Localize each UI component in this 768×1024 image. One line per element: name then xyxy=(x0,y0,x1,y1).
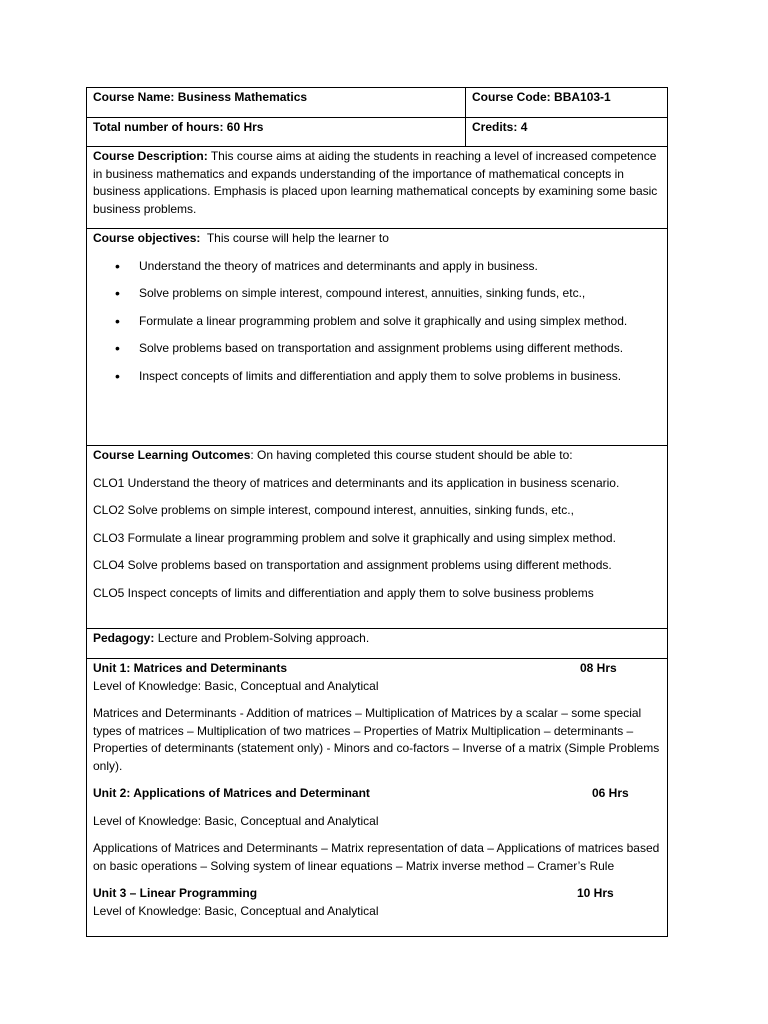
course-code-label: Course Code: xyxy=(472,90,551,104)
objective-item xyxy=(93,313,661,331)
pedagogy-text: Lecture and Problem-Solving approach. xyxy=(157,631,370,645)
hours-label: Total number of hours: xyxy=(93,120,224,134)
outcome-item: CLO1 Understand the theory of matrices and determinants and its application in business scenario. xyxy=(93,475,620,490)
objective-text: Understand the theory of matrices and determinants and apply in business. xyxy=(139,258,538,273)
outcomes-label: Course Learning Outcomes xyxy=(93,448,251,462)
bullet-icon: • xyxy=(115,285,120,301)
bullet-icon: • xyxy=(115,312,120,329)
unit-content: Matrices and Determinants - Addition of matrices – Multiplication of Matrices by a scalar – some special types of matrices – Multiplication of two matrices – Properties of Matrix Multiplication – determinants –Properties of determinants (statement only) - Minors and co-factors – Inverse of a matrix (Simple Problems only). xyxy=(93,706,660,773)
description-text: This course aims at aiding the students in reaching a level of increased competence in business mathematics and expands understanding of the importance of mathematical concepts in business applications. Emphasis is placed upon learning mathematical concepts by examining some basic business problems. xyxy=(93,149,658,216)
objectives-list xyxy=(93,258,661,386)
outcomes-row xyxy=(87,446,667,629)
outcomes-intro: : On having completed this course student should be able to: xyxy=(250,448,573,462)
pedagogy-cell xyxy=(87,629,667,658)
hours-row xyxy=(87,118,667,147)
unit-title: Unit 3 – Linear Programming xyxy=(93,886,258,900)
unit-heading xyxy=(93,885,661,903)
course-name-label: Course Name: xyxy=(93,90,175,104)
outcomes-cell xyxy=(87,446,667,628)
credits-value: 4 xyxy=(520,120,528,134)
objective-text: Inspect concepts of limits and differentiation and apply them to solve problems in business. xyxy=(139,368,622,383)
units-cell xyxy=(87,659,667,936)
objectives-label: Course objectives: xyxy=(93,231,201,245)
bullet-icon: • xyxy=(115,367,120,384)
outcome-item: CLO4 Solve problems based on transportation and assignment problems using different methods. xyxy=(93,558,612,572)
objective-item xyxy=(93,340,661,358)
credits-cell xyxy=(466,118,667,146)
description-cell xyxy=(87,147,667,228)
course-table xyxy=(86,87,668,937)
unit-heading xyxy=(93,660,661,678)
objective-text: Solve problems based on transportation and assignment problems using different methods. xyxy=(139,341,624,355)
unit-hours: 10 Hrs xyxy=(577,886,614,900)
bullet-icon: • xyxy=(115,257,120,274)
outcome-item: CLO5 Inspect concepts of limits and differentiation and apply them to solve business problems xyxy=(93,585,594,600)
bullet-icon: • xyxy=(115,340,120,356)
pedagogy-label: Pedagogy: xyxy=(93,631,155,645)
unit-level: Level of Knowledge: Basic, Conceptual and Analytical xyxy=(93,903,379,918)
objectives-heading xyxy=(93,230,661,248)
objectives-intro: This course will help the learner to xyxy=(206,231,389,245)
course-code-cell xyxy=(466,88,667,117)
unit-hours: 08 Hrs xyxy=(580,661,617,675)
description-label: Course Description: xyxy=(93,149,208,163)
course-name-row xyxy=(87,88,667,118)
unit-heading xyxy=(93,785,661,803)
objective-item xyxy=(93,368,661,386)
hours-value: 60 Hrs xyxy=(226,120,264,134)
objective-text: Solve problems on simple interest, compound interest, annuities, sinking funds, etc., xyxy=(139,286,586,300)
objective-item xyxy=(93,258,661,276)
objective-text: Formulate a linear programming problem and solve it graphically and using simplex method. xyxy=(139,313,628,328)
description-paragraph xyxy=(93,148,661,218)
unit-title: Unit 2: Applications of Matrices and Determinant xyxy=(93,786,370,800)
unit-content: Applications of Matrices and Determinants – Matrix representation of data – Applications of matrices based on basic operations – Solving system of linear equations – Matrix inverse method – Cramer’s Rule xyxy=(93,841,660,873)
unit-title: Unit 1: Matrices and Determinants xyxy=(93,661,288,675)
pedagogy-row xyxy=(87,629,667,659)
outcomes-heading xyxy=(93,447,661,465)
course-name-value: Business Mathematics xyxy=(177,90,308,104)
objectives-cell xyxy=(87,229,667,445)
unit-level: Level of Knowledge: Basic, Conceptual and Analytical xyxy=(93,813,379,828)
unit-hours: 06 Hrs xyxy=(592,786,629,800)
description-row xyxy=(87,147,667,229)
objective-item xyxy=(93,285,661,303)
objectives-row xyxy=(87,229,667,446)
unit-level: Level of Knowledge: Basic, Conceptual and Analytical xyxy=(93,678,379,693)
units-row xyxy=(87,659,667,936)
course-name-cell xyxy=(87,88,466,117)
hours-cell xyxy=(87,118,466,146)
course-code-value: BBA103-1 xyxy=(554,90,611,104)
outcome-item: CLO2 Solve problems on simple interest, compound interest, annuities, sinking funds, etc., xyxy=(93,503,574,517)
pedagogy-paragraph xyxy=(93,630,661,648)
credits-label: Credits: xyxy=(472,120,518,134)
outcome-item: CLO3 Formulate a linear programming problem and solve it graphically and using simplex method. xyxy=(93,530,616,545)
